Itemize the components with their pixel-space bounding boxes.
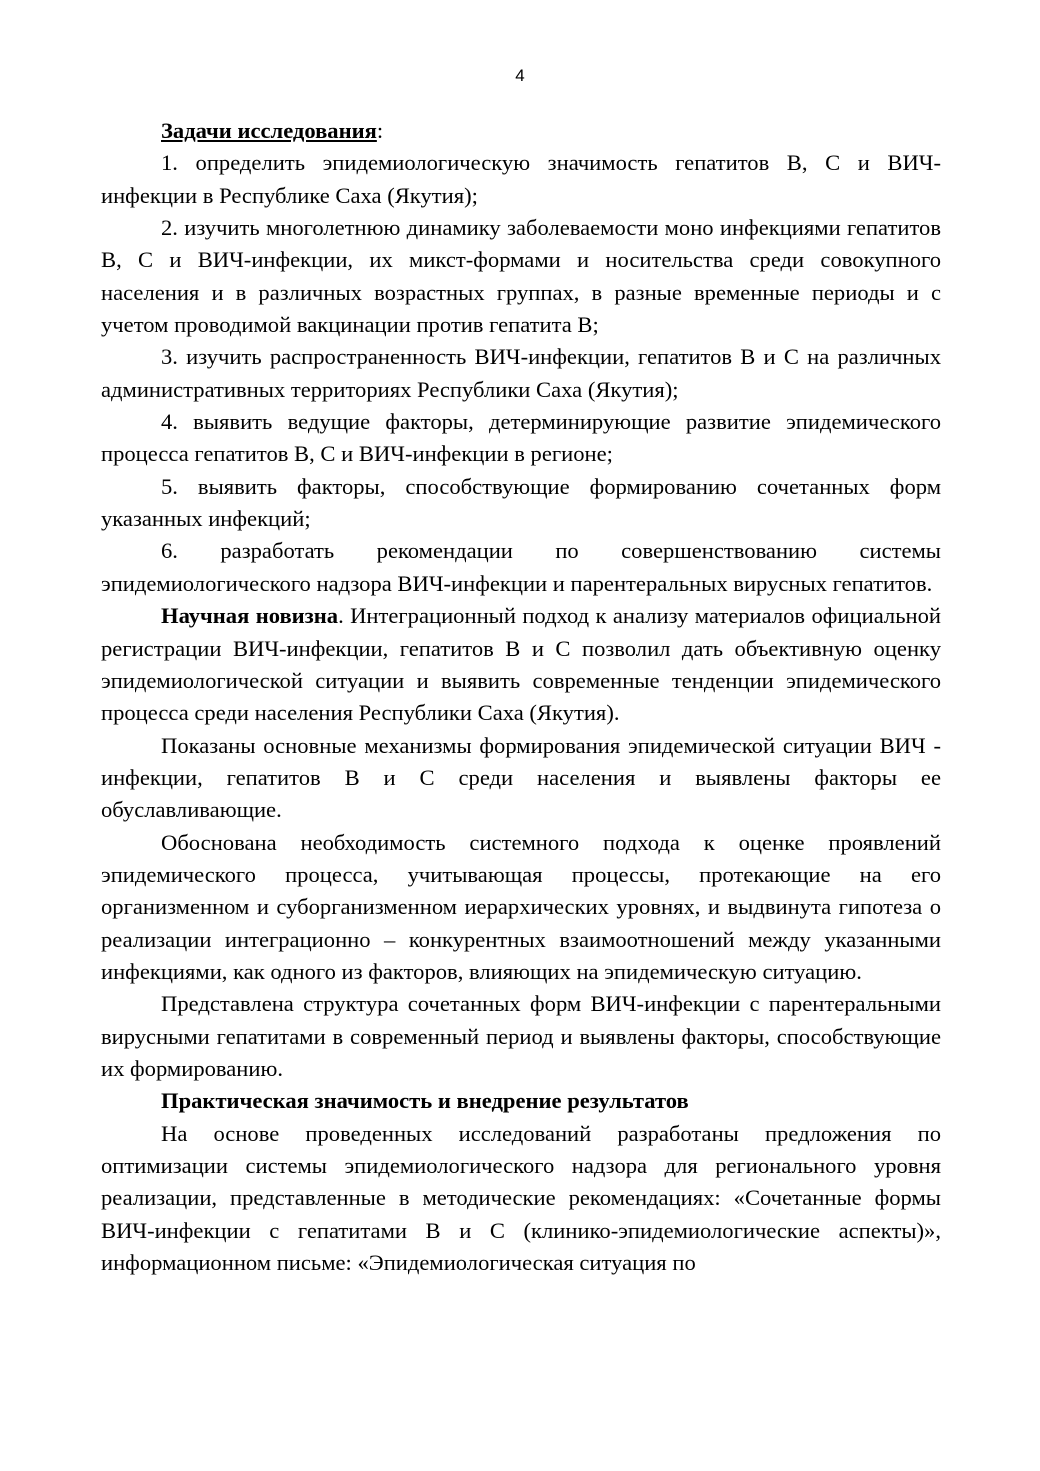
- novelty-heading: Научная новизна: [161, 603, 339, 629]
- novelty-paragraph-3: Обоснована необходимость системного подхода к оценке проявлений эпидемического процесса, учитывающая процессы, протекающие на его организменном и суборганизменном иерархических уровнях, и выдвинута гипотеза о реализации интеграционно – конкурентных взаимоотношений между указанными инфекциями, как одного из факторов, влияющих на эпидемическую ситуацию.: [101, 829, 941, 984]
- novelty-paragraph-2: Показаны основные механизмы формирования эпидемической ситуации ВИЧ - инфекции, гепатитов В и С среди населения и выявлены факторы ее обуславливающие.: [101, 732, 941, 823]
- tasks-heading-colon: :: [376, 118, 384, 143]
- task-item-6: 6. разработать рекомендации по совершенствованию системы эпидемиологического надзора ВИЧ-инфекции и парентеральных вирусных гепатитов.: [101, 538, 941, 596]
- task-item-3: 3. изучить распространенность ВИЧ-инфекции, гепатитов В и С на различных административных территориях Республики Саха (Якутия);: [101, 344, 941, 402]
- task-item-5: 5. выявить факторы, способствующие формированию сочетанных форм указанных инфекций;: [101, 473, 941, 532]
- novelty-paragraph: [101, 600, 941, 729]
- task-item-4: 4. выявить ведущие факторы, детерминирующие развитие эпидемического процесса гепатитов В, С и ВИЧ-инфекции в регионе;: [101, 409, 941, 467]
- novelty-paragraph-4: Представлена структура сочетанных форм ВИЧ-инфекции с парентеральными вирусными гепатитами в современный период и выявлены факторы, способствующие их формированию.: [101, 991, 941, 1081]
- page-number: 4: [515, 66, 525, 85]
- tasks-heading: [101, 115, 941, 147]
- task-item-1: 1. определить эпидемиологическую значимость гепатитов В, С и ВИЧ-инфекции в Республике Саха (Якутия);: [101, 150, 941, 208]
- novelty-intro-text: . Интеграционный подход к анализу материалов официальной регистрации ВИЧ-инфекции, гепатитов В и С позволил дать объективную оценку эпидемиологической ситуации и выявить современные тенденции эпидемического процесса среди населения Республики Саха (Якутия).: [101, 603, 941, 726]
- practical-heading: Практическая значимость и внедрение результатов: [161, 1088, 689, 1114]
- document-body: [101, 115, 941, 1279]
- task-item-2: 2. изучить многолетнюю динамику заболеваемости моно инфекциями гепатитов В, С и ВИЧ-инфекции, их микст-формами и носительства среди совокупного населения и в различных возрастных группах, в разные временные периоды и с учетом проводимой вакцинации против гепатита В;: [101, 215, 941, 338]
- tasks-heading-text: Задачи исследования: [161, 118, 377, 143]
- practical-paragraph: На основе проведенных исследований разработаны предложения по оптимизации системы эпидемиологического надзора для регионального уровня реализации, представленные в методические рекомендациях: «Сочетанные формы ВИЧ-инфекции с гепатитами В и С (клинико-эпидемиологические аспекты)», информационном письме: «Эпидемиологическая ситуация по: [101, 1120, 941, 1276]
